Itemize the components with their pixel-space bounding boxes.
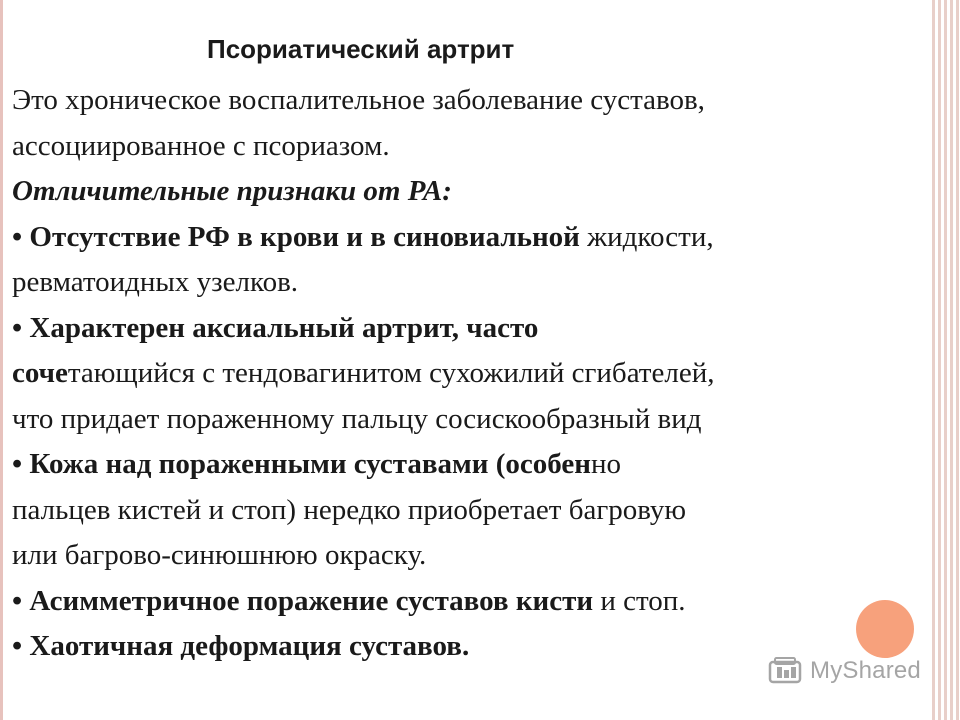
slide-title: Псориатический артрит: [207, 34, 515, 64]
intro-line-2: ассоциированное с псориазом.: [12, 129, 390, 162]
subheading-differences: Отличительные признаки от РА:: [12, 175, 452, 207]
watermark: [768, 656, 921, 686]
orange-accent-dot: [856, 600, 914, 658]
bullet-3-line-2: пальцев кистей и стоп) нередко приобретает багровую: [12, 493, 687, 526]
bullet-2-line-2-regular: тающийся с тендовагинитом сухожилий сгибателей,: [67, 357, 715, 389]
bullet-4-regular: и стоп.: [593, 584, 686, 617]
slide-content: [12, 32, 922, 670]
bullet-1-line-2: ревматоидных узелков.: [12, 266, 299, 298]
right-decorative-stripes: [932, 0, 960, 720]
myshared-logo-icon: [768, 656, 804, 686]
intro-line-1: Это хроническое воспалительное заболевание суставов,: [12, 84, 705, 116]
bullet-5-bold: • Хаотичная деформация суставов.: [12, 630, 470, 662]
bullet-2-line-2-bold: соче: [12, 357, 68, 389]
bullet-4: [12, 579, 922, 625]
bullet-1-regular: жидкости,: [579, 220, 714, 253]
bullet-3-bold: • Кожа над пораженными суставами (особен: [12, 448, 591, 480]
bullet-4-bold: • Асимметричное поражение суставов кисти: [12, 584, 594, 617]
bullet-3: [12, 442, 922, 488]
left-border-rule: [0, 0, 3, 720]
bullet-1: [12, 215, 922, 261]
bullet-1-bold: • Отсутствие РФ в крови и в синовиальной: [12, 220, 580, 253]
bullet-2-line-3: что придает пораженному пальцу сосискообразный вид: [12, 402, 702, 435]
bullet-3-line-3: или багрово-синюшнюю окраску.: [12, 539, 427, 571]
bullet-3-regular: но: [590, 448, 621, 480]
bullet-2-line-2: [12, 351, 922, 397]
bullet-2: [12, 306, 922, 352]
watermark-text: MyShared: [810, 657, 921, 684]
bullet-2-bold: • Характерен аксиальный артрит, часто: [12, 311, 539, 344]
